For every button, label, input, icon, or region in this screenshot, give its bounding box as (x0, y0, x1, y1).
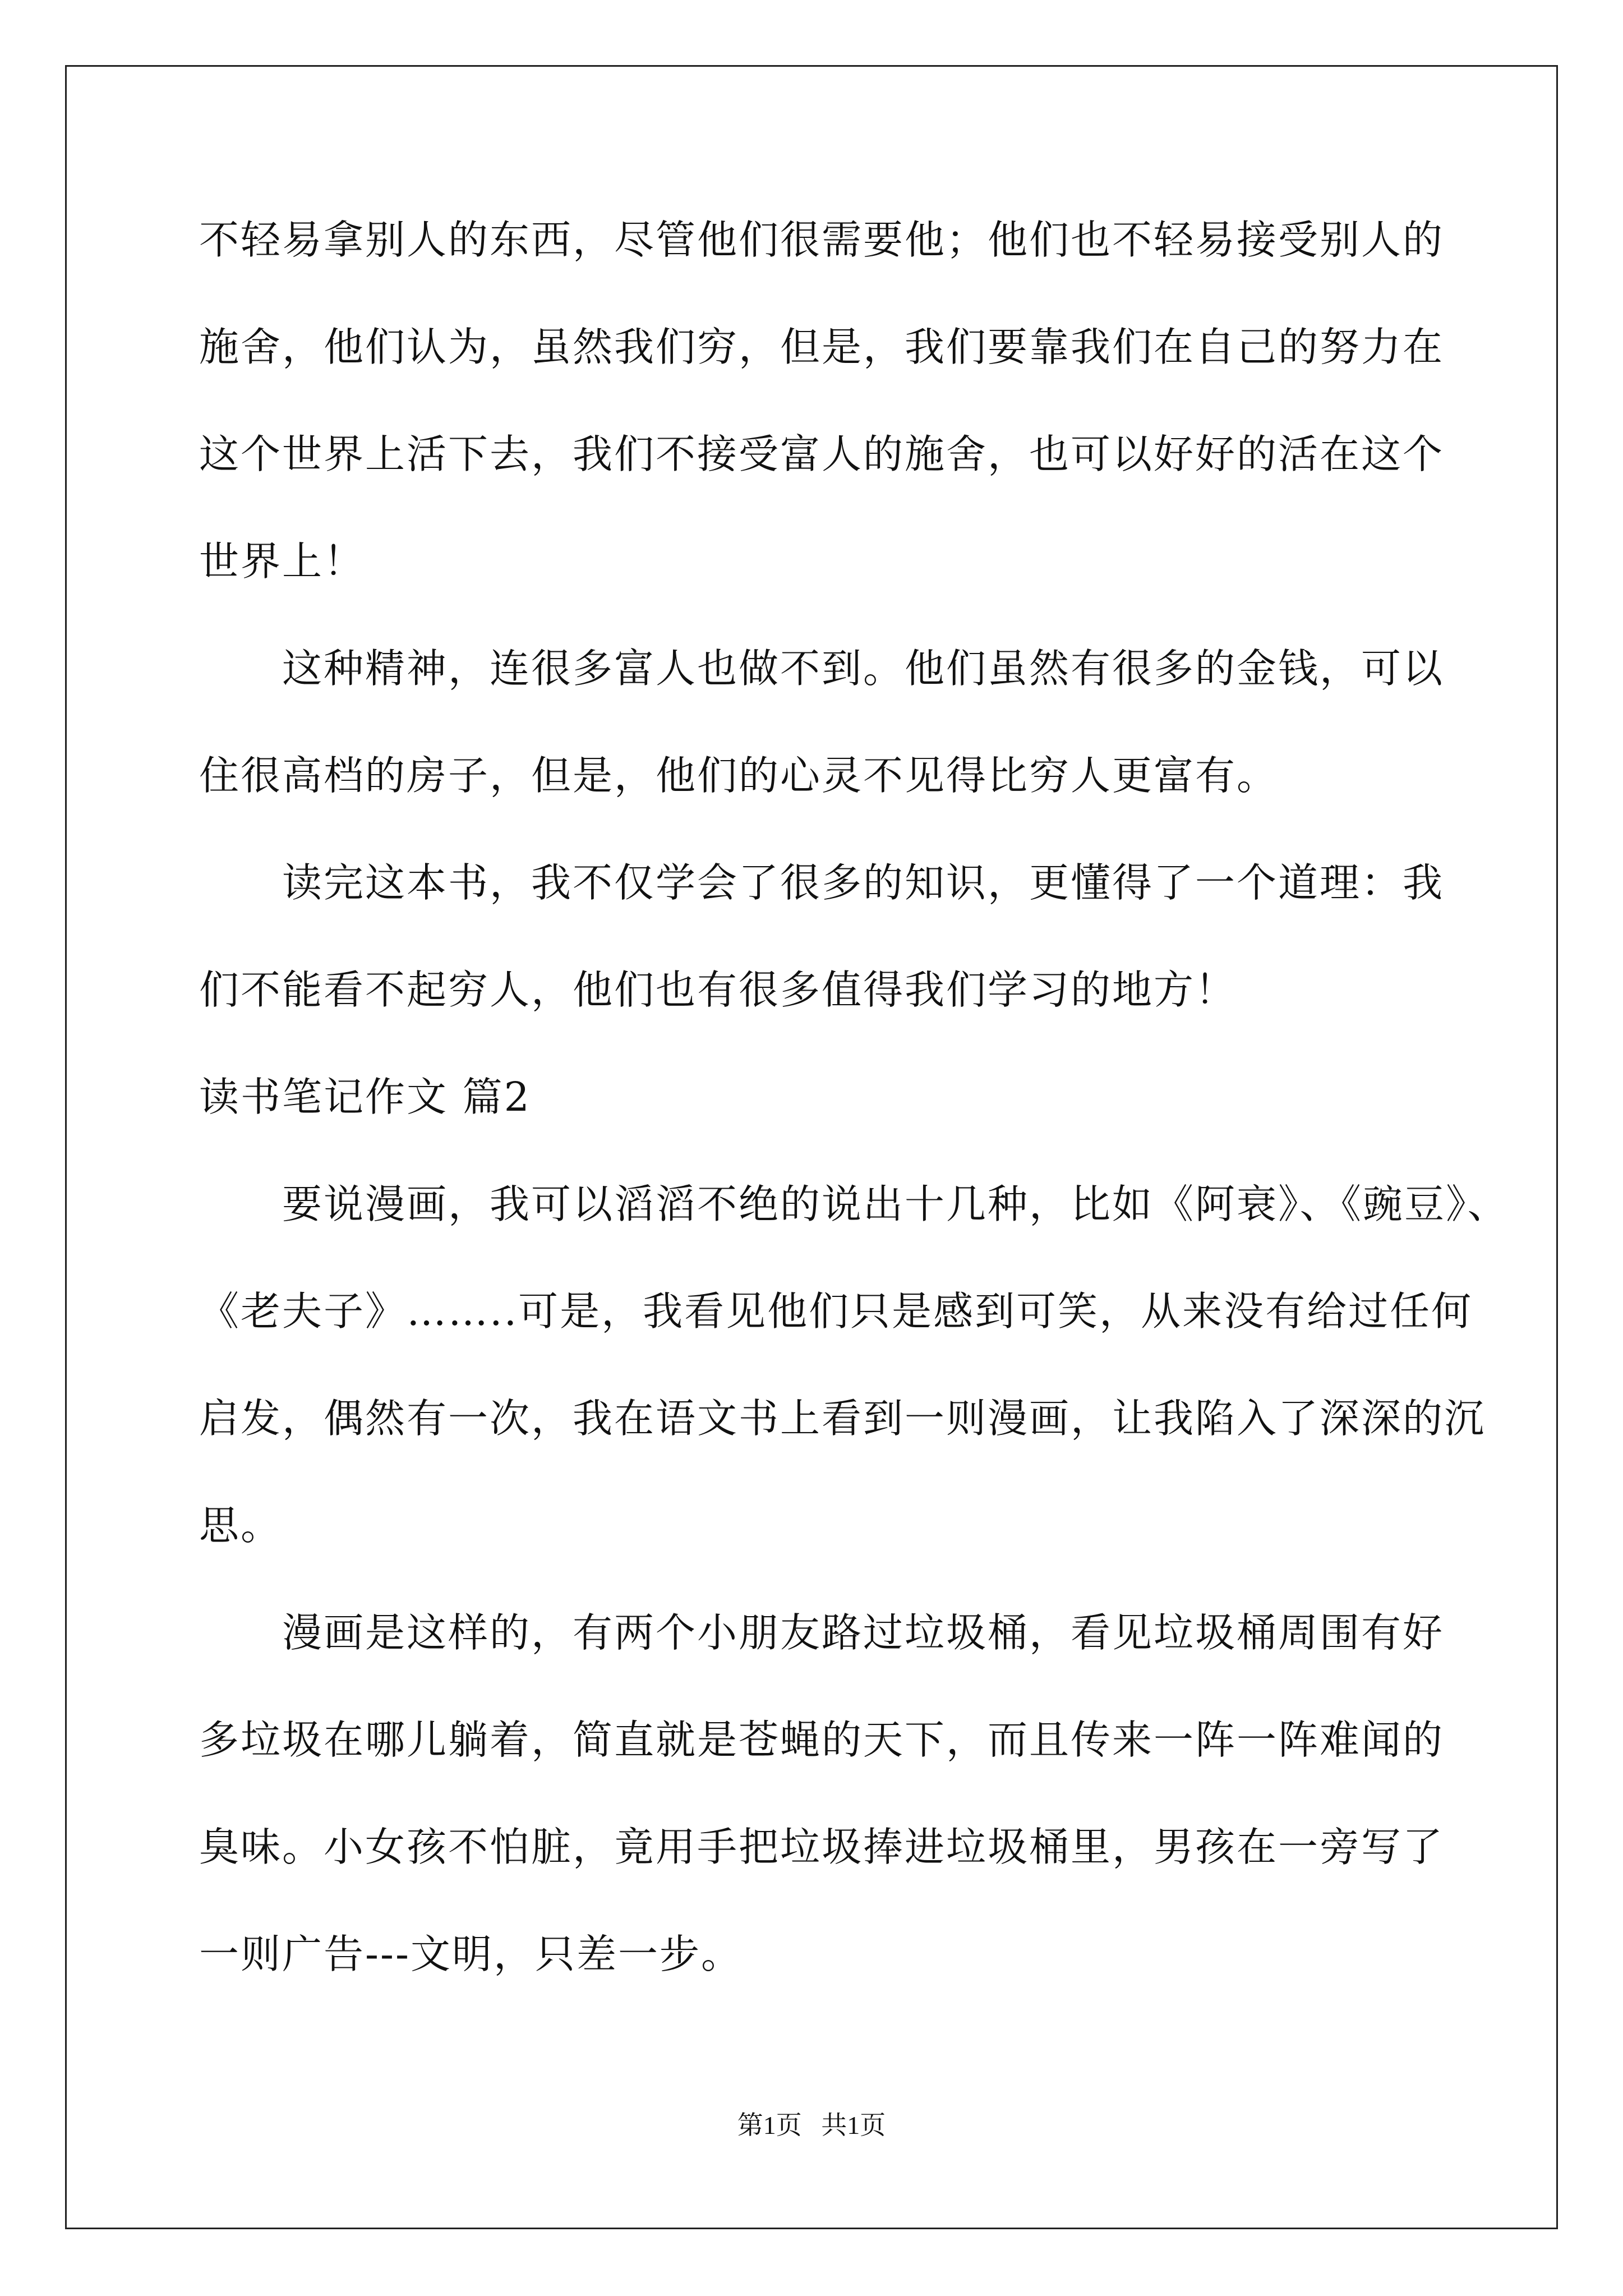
text-line: 臭味。小女孩不怕脏，竟用手把垃圾捧进垃圾桶里，男孩在一旁写了 (199, 1824, 1445, 1870)
text-line: 读完这本书，我不仅学会了很多的知识，更懂得了一个道理：我 (282, 859, 1445, 906)
text-line: 这个世界上活下去，我们不接受富人的施舍，也可以好好的活在这个 (199, 431, 1445, 477)
text-line: 多垃圾在哪儿躺着，简直就是苍蝇的天下，而且传来一阵一阵难闻的 (199, 1717, 1445, 1763)
text-line: 们不能看不起穷人，他们也有很多值得我们学习的地方！ (199, 967, 1237, 1013)
text-line: 不轻易拿别人的东西，尽管他们很需要他；他们也不轻易接受别人的 (199, 217, 1445, 263)
page-number-footer: 第1页 共1页 (737, 2111, 886, 2139)
text-line: 思。 (199, 1502, 283, 1549)
text-line: 要说漫画，我可以滔滔不绝的说出十几种，比如《阿衰》、《豌豆》、 (282, 1181, 1509, 1227)
text-line: 《老夫子》……..可是，我看见他们只是感到可笑，从来没有给过任何 (199, 1288, 1473, 1335)
text-line: 住很高档的房子，但是，他们的心灵不见得比穷人更富有。 (199, 752, 1279, 799)
text-line: 这种精神，连很多富人也做不到。他们虽然有很多的金钱，可以 (282, 645, 1445, 692)
text-line: 一则广告---文明，只差一步。 (199, 1931, 743, 1977)
text-line: 世界上！ (199, 538, 366, 585)
text-line: 施舍，他们认为，虽然我们穷，但是，我们要靠我们在自己的努力在 (199, 324, 1445, 370)
text-line: 启发，偶然有一次，我在语文书上看到一则漫画，让我陷入了深深的沉 (199, 1395, 1486, 1442)
document-body (199, 212, 1509, 2033)
text-line: 漫画是这样的，有两个小朋友路过垃圾桶，看见垃圾桶周围有好 (282, 1609, 1445, 1656)
text-line: 读书笔记作文 篇2 (199, 1074, 531, 1120)
